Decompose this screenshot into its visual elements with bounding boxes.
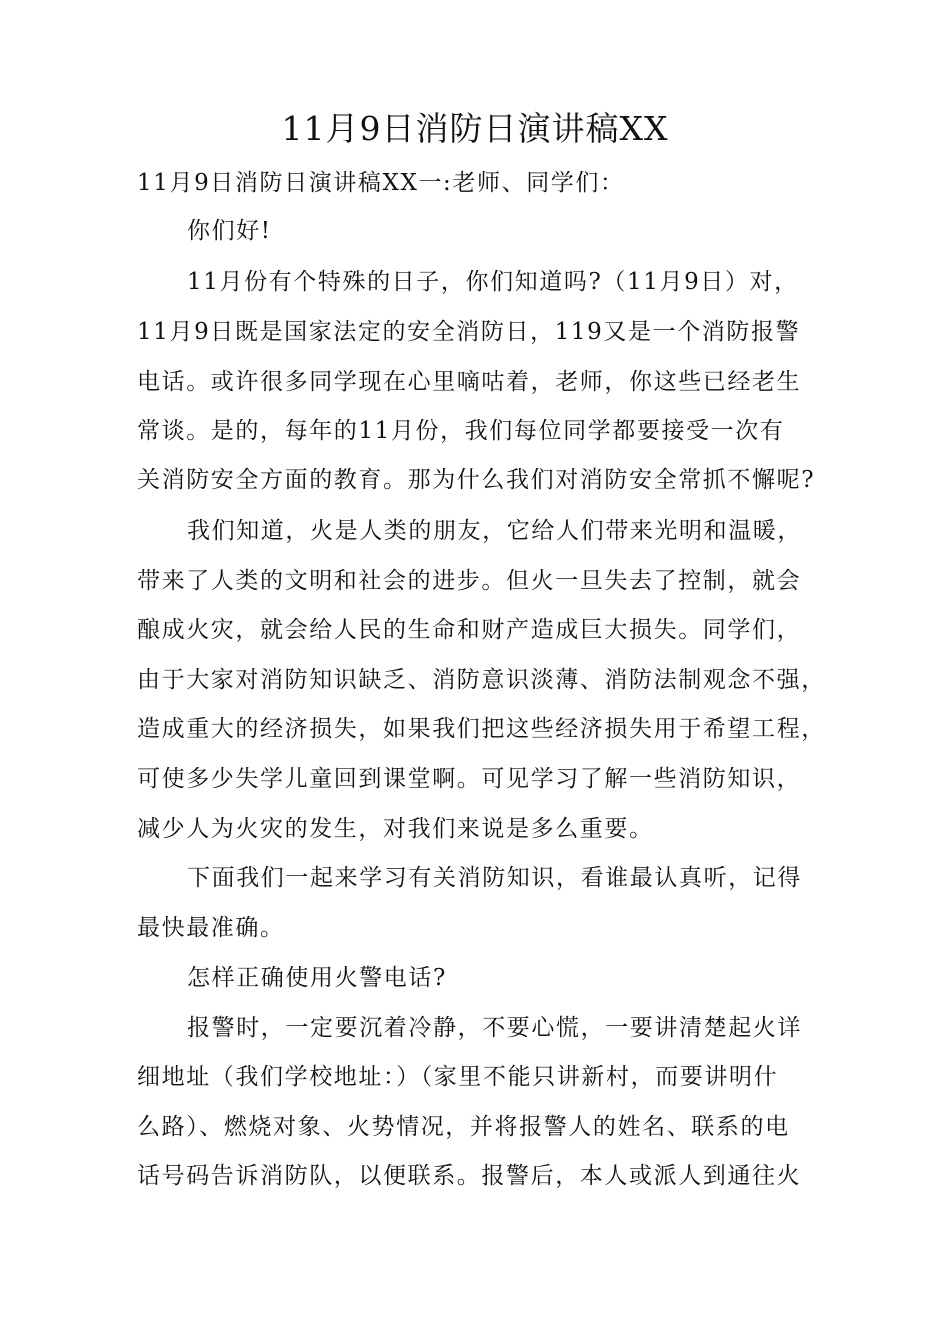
body-line: 么路）、燃烧对象、火势情况，并将报警人的姓名、联系的电 (137, 1114, 790, 1140)
body-line: 造成重大的经济损失，如果我们把这些经济损失用于希望工程， (137, 716, 826, 742)
body-line: 由于大家对消防知识缺乏、消防意识淡薄、消防法制观念不强， (137, 667, 826, 693)
body-line: 可使多少失学儿童回到课堂啊。可见学习了解一些消防知识， (137, 766, 802, 792)
body-line: 我们知道，火是人类的朋友，它给人们带来光明和温暖， (187, 518, 802, 544)
body-line: 电话。或许很多同学现在心里嘀咕着，老师，你这些已经老生 (137, 369, 802, 395)
body-line: 你们好! (187, 218, 272, 244)
body-line: 关消防安全方面的教育。那为什么我们对消防安全常抓不懈呢? (137, 467, 816, 493)
document-title: 11月9日消防日演讲稿XX (281, 109, 669, 148)
body-line: 带来了人类的文明和社会的进步。但火一旦失去了控制，就会 (137, 568, 802, 594)
body-line: 怎样正确使用火警电话? (187, 965, 447, 991)
body-line: 最快最准确。 (137, 915, 285, 941)
body-line: 细地址（我们学校地址：）（家里不能只讲新村，而要讲明什 (137, 1064, 779, 1090)
body-line: 报警时，一定要沉着冷静，不要心慌，一要讲清楚起火详 (187, 1015, 802, 1041)
body-line: 话号码告诉消防队，以便联系。报警后，本人或派人到通往火 (137, 1163, 802, 1189)
body-line: 酿成火灾，就会给人民的生命和财产造成巨大损失。同学们， (137, 617, 802, 643)
body-line: 常谈。是的，每年的11月份，我们每位同学都要接受一次有 (137, 418, 785, 444)
body-line: 11月份有个特殊的日子，你们知道吗?（11月9日）对， (187, 269, 799, 295)
body-line: 下面我们一起来学习有关消防知识，看谁最认真听，记得 (187, 865, 802, 891)
body-line: 11月9日消防日演讲稿XX一:老师、同学们： (137, 170, 625, 196)
body-line: 11月9日既是国家法定的安全消防日，119又是一个消防报警 (137, 319, 801, 345)
body-line: 减少人为火灾的发生，对我们来说是多么重要。 (137, 816, 654, 842)
